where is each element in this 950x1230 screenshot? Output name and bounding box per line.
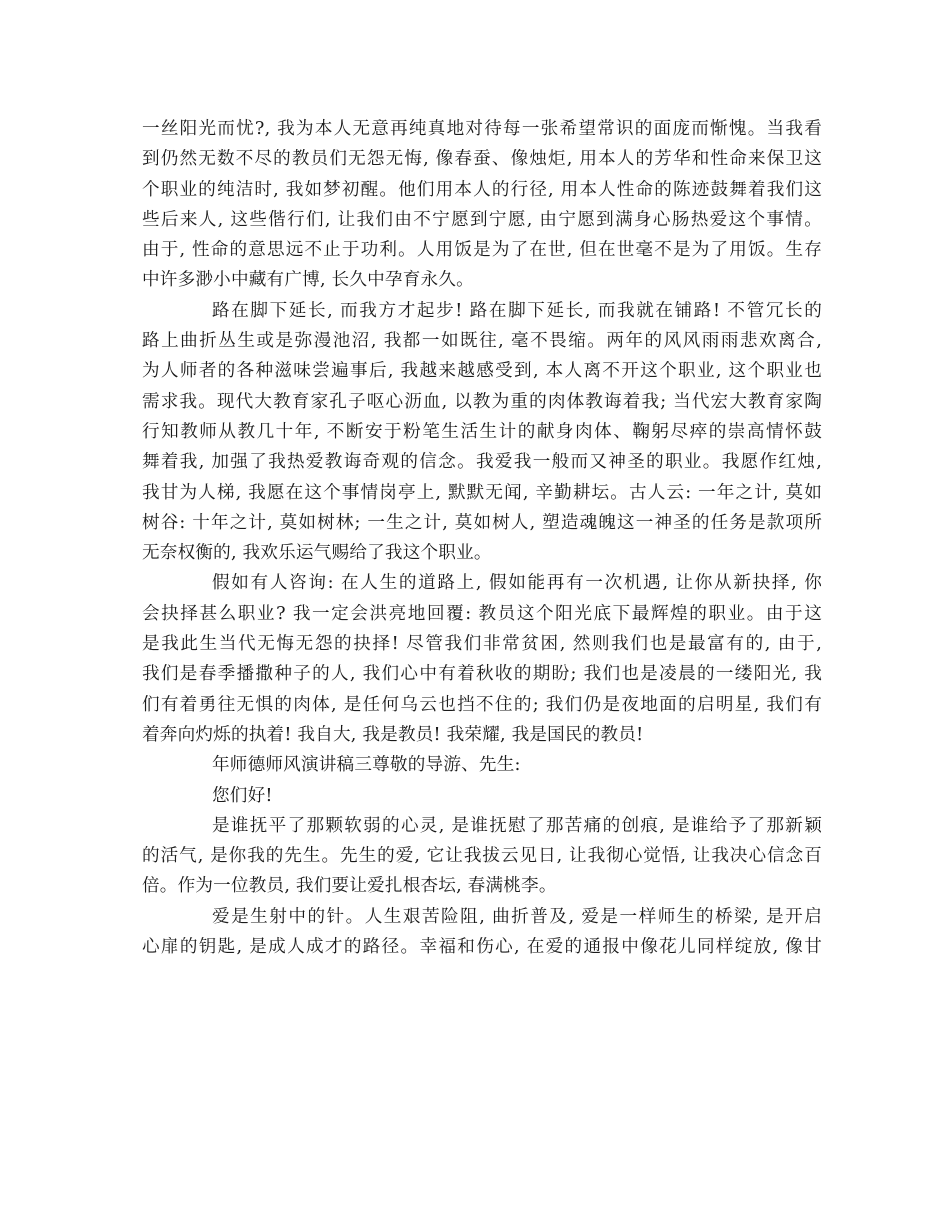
text-line: 个职业的纯洁时, 我如梦初醒。他们用本人的行径, 用本人性命的陈迹鼓舞着我们这 [142,179,822,200]
text-line: 们有着勇往无惧的肉体, 是任何乌云也挡不住的; 我们仍是夜地面的启明星, 我们有 [142,694,822,715]
text-line: 到仍然无数不尽的教员们无怨无悔, 像春蚕、像烛炬, 用本人的芳华和性命来保卫这 [142,149,822,170]
text-line: 路上曲折丛生或是弥漫池沼, 我都一如既往, 毫不畏缩。两年的风风雨雨悲欢离合, [142,331,822,352]
text-line: 会抉择甚么职业? 我一定会洪亮地回覆: 教员这个阳光底下最辉煌的职业。由于这 [142,603,822,624]
text-line: 我们是春季播撒种子的人, 我们心中有着秋收的期盼; 我们也是凌晨的一缕阳光, 我 [142,664,822,685]
text-line: 着奔向灼烁的执着! 我自大, 我是教员! 我荣耀, 我是国民的教员! [142,724,644,745]
greeting: 您们好! [212,785,273,806]
text-line: 倍。作为一位教员, 我们要让爱扎根杏坛, 春满桃李。 [142,876,557,897]
text-line: 路在脚下延长, 而我方才起步! 路在脚下延长, 而我就在铺路! 不管冗长的 [212,300,822,321]
text-line: 舞着我, 加强了我热爱教诲奇观的信念。我爱我一般而又神圣的职业。我愿作红烛, [142,452,822,473]
text-line: 些后来人, 这些偕行们, 让我们由不宁愿到宁愿, 由宁愿到满身心肠热爱这个事情。 [142,209,822,230]
text-line: 无奈权衡的, 我欢乐运气赐给了我这个职业。 [142,543,492,564]
text-line: 树谷: 十年之计, 莫如树林; 一生之计, 莫如树人, 塑造魂魄这一神圣的任务是款项所 [142,512,822,533]
text-line: 一丝阳光而忧?, 我为本人无意再纯真地对待每一张希望常识的面庞而惭愧。当我看 [142,119,822,139]
text-line: 我甘为人梯, 我愿在这个事情岗亭上, 默默无闻, 辛勤耕坛。古人云: 一年之计, 莫如 [142,482,822,503]
speech-title: 年师德师风演讲稿三尊敬的导游、先生: [212,755,521,776]
text-line: 是我此生当代无悔无怨的抉择! 尽管我们非常贫困, 然则我们也是最富有的, 由于, [142,634,822,655]
text-line: 由于, 性命的意思远不止于功利。人用饭是为了在世, 但在世毫不是为了用饭。生存 [142,240,822,261]
text-line: 为人师者的各种滋味尝遍事后, 我越来越感受到, 本人离不开这个职业, 这个职业也 [142,361,822,382]
text-line: 的活气, 是你我的先生。先生的爱, 它让我拔云见日, 让我彻心觉悟, 让我决心信念百 [142,846,822,867]
text-line: 需求我。现代大教育家孔子呕心沥血, 以教为重的肉体教诲着我; 当代宏大教育家陶 [142,391,822,412]
text-line: 爱是生射中的针。人生艰苦险阻, 曲折普及, 爱是一样师生的桥梁, 是开启 [212,906,822,927]
text-line: 是谁抚平了那颗软弱的心灵, 是谁抚慰了那苦痛的创痕, 是谁给予了那新颖 [212,815,822,836]
text-line: 中许多渺小中藏有广博, 长久中孕育永久。 [142,270,474,291]
text-line: 假如有人咨询: 在人生的道路上, 假如能再有一次机遇, 让你从新抉择, 你 [212,573,822,594]
document-body [142,114,822,962]
text-line: 心扉的钥匙, 是成人成才的路径。幸福和伤心, 在爱的通报中像花儿同样绽放, 像甘 [142,937,822,958]
text-line: 行知教师从教几十年, 不断安于粉笔生活生计的献身肉体、鞠躬尽瘁的崇高情怀鼓 [142,421,822,442]
